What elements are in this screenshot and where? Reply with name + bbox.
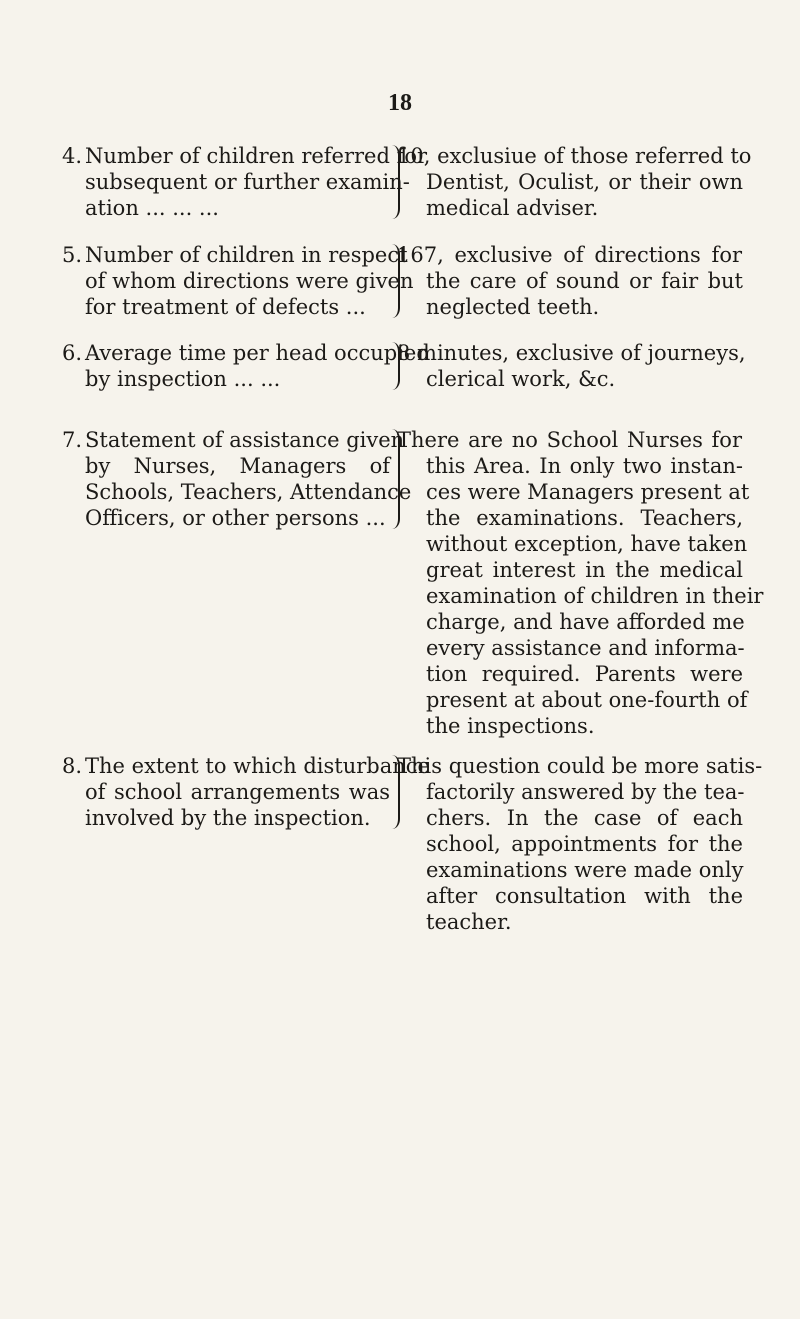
answer-line: tion required. Parents were: [426, 662, 743, 686]
answer-line: without exception, have taken: [426, 532, 748, 556]
answer-line: charge, and have afforded me: [426, 610, 745, 634]
question-line: by inspection ... ...: [85, 367, 281, 391]
question-line: Statement of assistance given: [85, 428, 405, 452]
answer-line: examinations were made only: [426, 858, 744, 882]
entry-question: [85, 242, 414, 320]
entry-answer: [397, 340, 746, 392]
question-line: Schools, Teachers, Attendance: [85, 480, 412, 504]
answer-line: There are no School Nurses for: [397, 428, 742, 452]
answer-line: every assistance and informa-: [426, 636, 745, 660]
entry-number: 4.: [62, 144, 83, 168]
answer-line: chers. In the case of each: [426, 806, 743, 830]
answer-line: This question could be more satis-: [397, 754, 763, 778]
answer-line: present at about one-fourth of: [426, 688, 748, 712]
question-line: for treatment of defects ...: [85, 295, 366, 319]
page-number: 18: [388, 90, 412, 116]
answer-line: medical adviser.: [426, 196, 599, 220]
entry-answer: [398, 242, 743, 320]
entry-question: [85, 753, 430, 831]
answer-line: 8 minutes, exclusive of journeys,: [397, 341, 746, 365]
entry-answer: [397, 427, 764, 739]
entry-question: [85, 427, 412, 531]
question-line: of whom directions were given: [85, 269, 414, 293]
answer-line: clerical work, &c.: [426, 367, 616, 391]
answer-line: examination of children in their: [426, 584, 764, 608]
question-line: ation ... ... ...: [85, 196, 219, 220]
entry-question: [85, 340, 430, 392]
entry-number: 5.: [62, 243, 83, 267]
answer-line: ces were Managers present at: [426, 480, 750, 504]
answer-line: the examinations. Teachers,: [426, 506, 743, 530]
entry-answer: [397, 753, 763, 935]
question-line: Officers, or other persons ...: [85, 506, 386, 530]
answer-line: neglected teeth.: [426, 295, 600, 319]
answer-line: factorily answered by the tea-: [426, 780, 745, 804]
question-line: involved by the inspection.: [85, 806, 371, 830]
answer-line: great interest in the medical: [426, 558, 743, 582]
answer-line: the inspections.: [426, 714, 595, 738]
answer-line: teacher.: [426, 910, 512, 934]
answer-line: this Area. In only two instan-: [426, 454, 743, 478]
answer-line: the care of sound or fair but: [426, 269, 743, 293]
question-line: of school arrangements was: [85, 780, 390, 804]
entry-number: 7.: [62, 428, 83, 452]
answer-line: 167, exclusive of directions for: [397, 243, 742, 267]
question-line: by Nurses, Managers of: [85, 454, 390, 478]
answer-line: school, appointments for the: [426, 832, 743, 856]
question-line: subsequent or further examin-: [85, 170, 410, 194]
entry-answer: [397, 143, 752, 221]
answer-line: after consultation with the: [426, 884, 743, 908]
question-line: Average time per head occupied: [85, 341, 430, 365]
entry-number: 8.: [62, 754, 83, 778]
entry-number: 6.: [62, 341, 83, 365]
answer-line: Dentist, Oculist, or their own: [426, 170, 743, 194]
question-line: Number of children in respect: [85, 243, 408, 267]
answer-line: 10, exclusiue of those referred to: [397, 144, 752, 168]
entry-question: [85, 143, 428, 221]
question-line: Number of children referred for: [85, 144, 428, 168]
question-line: The extent to which disturbance: [85, 754, 430, 778]
